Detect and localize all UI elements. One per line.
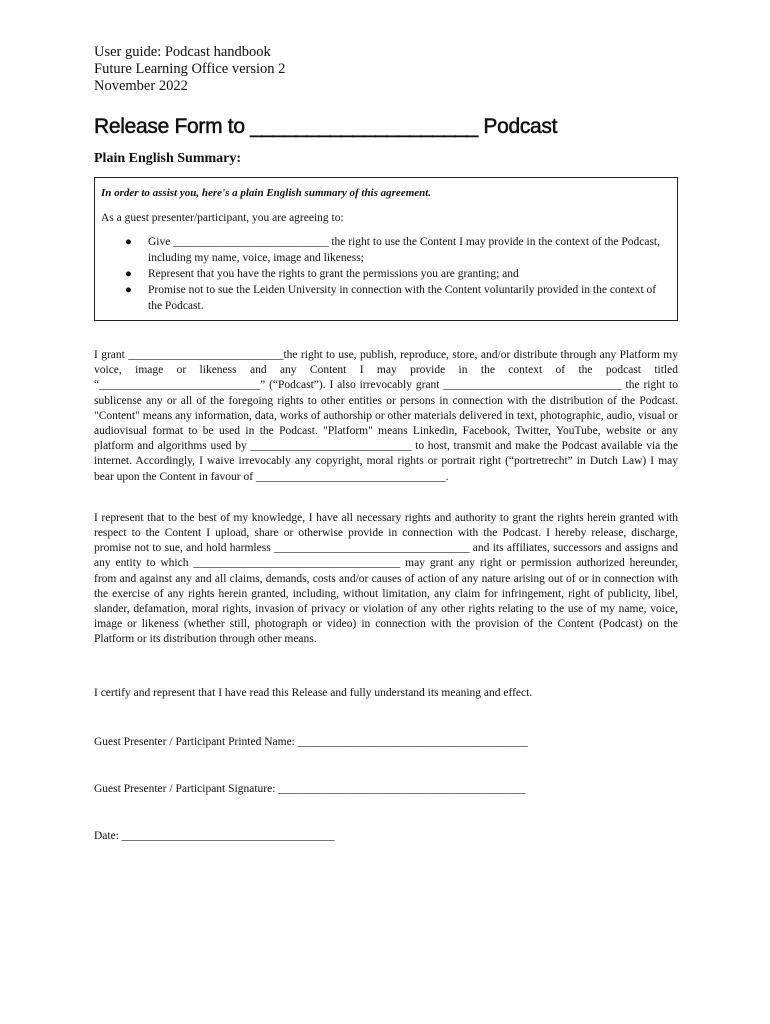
summary-heading: Plain English Summary:	[94, 151, 242, 166]
summary-lead: As a guest presenter/participant, you are agreeing to:	[101, 212, 344, 224]
header-date-line: November 2022	[94, 78, 188, 94]
document-page	[94, 44, 678, 842]
summary-item-give	[101, 234, 667, 266]
header-office-line: Future Learning Office version 2	[94, 61, 286, 77]
summary-item-represent	[101, 266, 667, 282]
representation-paragraph: I represent that to the best of my knowledge, I have all necessary rights and authority to grant the rights herein granted with respect to the Content I upload, share or otherwise provide in connection with the Podcast. I hereby release, discharge, promise not to sue, and hold harmless __________________________________ and its affiliates, successors and assigns and any entity to which ____________________________________ may grant any right or permission authorized hereunder, from and against any and all claims, demands, costs and/or causes of action of any nature arising out of or in connection with the exercise of any rights herein granted, including, without limitation, any claim for infringement, right of publicity, libel, slander, defamation, moral rights, invasion of privacy or violation of any other rights relating to the use of my name, voice, image or likeness (whether still, photograph or video) in connection with the provision of the Content (Podcast) on the Platform or its distribution through other means.	[94, 511, 678, 646]
signature-field[interactable]: Guest Presenter / Participant Signature: ___________________________________________	[94, 782, 526, 795]
certification-paragraph: I certify and represent that I have read this Release and fully understand its meaning and effect.	[94, 686, 533, 699]
summary-intro: In order to assist you, here's a plain English summary of this agreement.	[101, 187, 432, 199]
document-header	[94, 44, 678, 95]
summary-item-text: Promise not to sue the Leiden University in connection with the Content voluntarily provided in the context of the Podcast.	[148, 284, 657, 312]
date-field[interactable]: Date: _____________________________________	[94, 829, 335, 842]
bullet-icon: ●	[125, 284, 132, 296]
summary-item-text: Give ___________________________ the right to use the Content I may provide in the context of the Podcast, including my name, voice, image and likeness;	[148, 236, 660, 264]
summary-box	[94, 177, 678, 321]
summary-list	[101, 234, 667, 314]
printed-name-field[interactable]: Guest Presenter / Participant Printed Name: ________________________________________	[94, 735, 528, 748]
bullet-icon: ●	[125, 236, 132, 248]
bullet-icon: ●	[125, 268, 132, 280]
header-guide-line: User guide: Podcast handbook	[94, 44, 271, 60]
grant-paragraph: I grant ___________________________the right to use, publish, reproduce, store, and/or distribute through any Platform my voice, image or likeness and any Content I may provide in the context of the podcast titled “____________________________” (“Podcast”). I also irrevocably grant _______________________________ the right to sublicense any or all of the foregoing rights to other entities or persons in connection with the distribution of the Podcast. "Content" means any information, data, works of authorship or other materials delivered in text, photographic, audio, visual or audiovisual format to be used in the Podcast. "Platform" means Linkedin, Facebook, Twitter, YouTube, website or any platform and algorithms used by ____________________________ to host, transmit and make the Podcast available via the internet. Accordingly, I waive irrevocably any copyright, moral rights or portrait right (“portretrecht” in Dutch Law) I may bear upon the Content in favour of _________________________________.	[94, 349, 678, 483]
summary-item-promise	[101, 282, 667, 314]
summary-item-text: Represent that you have the rights to grant the permissions you are granting; and	[148, 268, 519, 280]
form-title: Release Form to ____________________ Podcast	[94, 115, 558, 138]
